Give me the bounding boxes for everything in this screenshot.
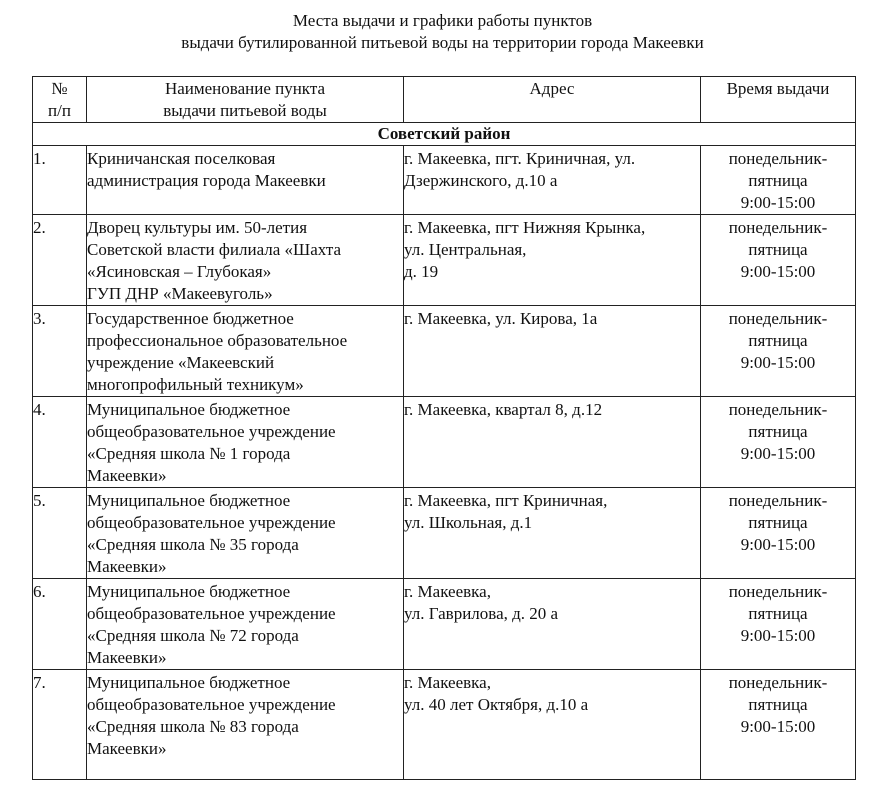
header-address-line: Адрес [529, 79, 575, 98]
table-row [33, 146, 856, 215]
issue-time-line: пятница [748, 695, 808, 714]
issue-time-line: пятница [748, 422, 808, 441]
point-name-line: «Средняя школа № 83 города [87, 717, 299, 736]
point-name [87, 579, 404, 670]
row-number [33, 670, 87, 780]
issue-time [701, 670, 856, 780]
point-address-line: г. Макеевка, [404, 673, 491, 692]
point-name [87, 670, 404, 780]
issue-time-line: понедельник- [728, 491, 828, 510]
table-body [33, 123, 856, 780]
issue-time-line: 9:00-15:00 [740, 717, 816, 736]
point-address-line: г. Макеевка, ул. Кирова, 1а [404, 309, 598, 328]
issue-time [701, 488, 856, 579]
point-name-line: Муниципальное бюджетное [87, 491, 291, 510]
point-name-line: многопрофильный техникум» [87, 375, 304, 394]
issue-time-line: пятница [748, 240, 808, 259]
point-name-line: Макеевки» [87, 648, 167, 667]
issue-time [701, 579, 856, 670]
point-address-line: ул. Центральная, [404, 240, 527, 259]
point-address [404, 579, 701, 670]
point-address-line: Дзержинского, д.10 а [404, 171, 558, 190]
point-name [87, 146, 404, 215]
title-line-2: выдачи бутилированной питьевой воды на территории города Макеевки [181, 33, 704, 52]
point-name-line: Макеевки» [87, 739, 167, 758]
point-address [404, 146, 701, 215]
issue-time-line: 9:00-15:00 [740, 353, 816, 372]
point-address-line: ул. Гаврилова, д. 20 а [404, 604, 559, 623]
issue-time-line: понедельник- [728, 400, 828, 419]
row-number [33, 488, 87, 579]
issue-time-line: понедельник- [728, 309, 828, 328]
point-name-line: Муниципальное бюджетное [87, 673, 291, 692]
header-name-line: выдачи питьевой воды [163, 101, 327, 120]
point-name-line: «Средняя школа № 35 города [87, 535, 299, 554]
header-num [33, 77, 87, 123]
table-row [33, 579, 856, 670]
point-name [87, 488, 404, 579]
row-number [33, 215, 87, 306]
point-name-line: Государственное бюджетное [87, 309, 294, 328]
point-address-line: г. Макеевка, квартал 8, д.12 [404, 400, 603, 419]
title-line-1: Места выдачи и графики работы пунктов [292, 11, 593, 30]
point-address [404, 306, 701, 397]
point-name-line: Макеевки» [87, 466, 167, 485]
distribution-points-table [32, 76, 856, 780]
issue-time-line: пятница [748, 604, 808, 623]
point-name [87, 306, 404, 397]
table-header-row [33, 77, 856, 123]
header-time-line: Время выдачи [726, 79, 830, 98]
point-name-line: общеобразовательное учреждение [87, 422, 336, 441]
point-address-line: ул. Школьная, д.1 [404, 513, 533, 532]
point-name-line: Муниципальное бюджетное [87, 582, 291, 601]
table-row [33, 306, 856, 397]
issue-time-line: 9:00-15:00 [740, 535, 816, 554]
row-number-text: 4. [33, 400, 46, 419]
point-name-line: Макеевки» [87, 557, 167, 576]
header-name-line: Наименование пункта [164, 79, 326, 98]
table-row [33, 670, 856, 780]
issue-time-line: 9:00-15:00 [740, 262, 816, 281]
row-number-text: 6. [33, 582, 46, 601]
point-address-line: г. Макеевка, пгт Нижняя Крынка, [404, 218, 646, 237]
row-number [33, 306, 87, 397]
point-name [87, 397, 404, 488]
row-number-text: 7. [33, 673, 46, 692]
issue-time-line: понедельник- [728, 673, 828, 692]
row-number-text: 2. [33, 218, 46, 237]
point-name-line: «Средняя школа № 1 города [87, 444, 291, 463]
point-name-line: общеобразовательное учреждение [87, 604, 336, 623]
header-time [701, 77, 856, 123]
table-row [33, 397, 856, 488]
issue-time [701, 397, 856, 488]
row-number-text: 5. [33, 491, 46, 510]
issue-time-line: 9:00-15:00 [740, 626, 816, 645]
issue-time-line: понедельник- [728, 149, 828, 168]
row-number [33, 579, 87, 670]
point-name-line: Советской власти филиала «Шахта [87, 240, 342, 259]
row-number-text: 3. [33, 309, 46, 328]
issue-time [701, 146, 856, 215]
issue-time-line: понедельник- [728, 582, 828, 601]
point-address-line: ул. 40 лет Октября, д.10 а [404, 695, 589, 714]
point-address-line: д. 19 [404, 262, 439, 281]
issue-time-line: 9:00-15:00 [740, 193, 816, 212]
issue-time-line: понедельник- [728, 218, 828, 237]
document-title [0, 10, 885, 54]
point-address-line: г. Макеевка, [404, 582, 491, 601]
point-name-line: общеобразовательное учреждение [87, 695, 336, 714]
issue-time-line: пятница [748, 171, 808, 190]
issue-time [701, 215, 856, 306]
header-address [404, 77, 701, 123]
header-name [87, 77, 404, 123]
table-row [33, 215, 856, 306]
district-name: Советский район [33, 123, 856, 146]
point-name-line: Криничанская поселковая [87, 149, 276, 168]
point-address [404, 488, 701, 579]
point-address [404, 215, 701, 306]
row-number [33, 146, 87, 215]
point-address-line: г. Макеевка, пгт. Криничная, ул. [404, 149, 636, 168]
header-num-line: № [51, 79, 68, 98]
point-address [404, 670, 701, 780]
district-row [33, 123, 856, 146]
point-name-line: профессиональное образовательное [87, 331, 348, 350]
point-address-line: г. Макеевка, пгт Криничная, [404, 491, 608, 510]
point-name-line: Муниципальное бюджетное [87, 400, 291, 419]
point-name-line: ГУП ДНР «Макеевуголь» [87, 284, 273, 303]
point-address [404, 397, 701, 488]
header-num-line: п/п [48, 101, 71, 120]
issue-time-line: 9:00-15:00 [740, 444, 816, 463]
issue-time [701, 306, 856, 397]
row-number [33, 397, 87, 488]
issue-time-line: пятница [748, 513, 808, 532]
point-name-line: общеобразовательное учреждение [87, 513, 336, 532]
issue-time-line: пятница [748, 331, 808, 350]
point-name-line: Дворец культуры им. 50-летия [87, 218, 308, 237]
point-name-line: учреждение «Макеевский [87, 353, 275, 372]
point-name-line: администрация города Макеевки [87, 171, 326, 190]
point-name [87, 215, 404, 306]
row-number-text: 1. [33, 149, 46, 168]
point-name-line: «Средняя школа № 72 города [87, 626, 299, 645]
table-row [33, 488, 856, 579]
point-name-line: «Ясиновская – Глубокая» [87, 262, 272, 281]
